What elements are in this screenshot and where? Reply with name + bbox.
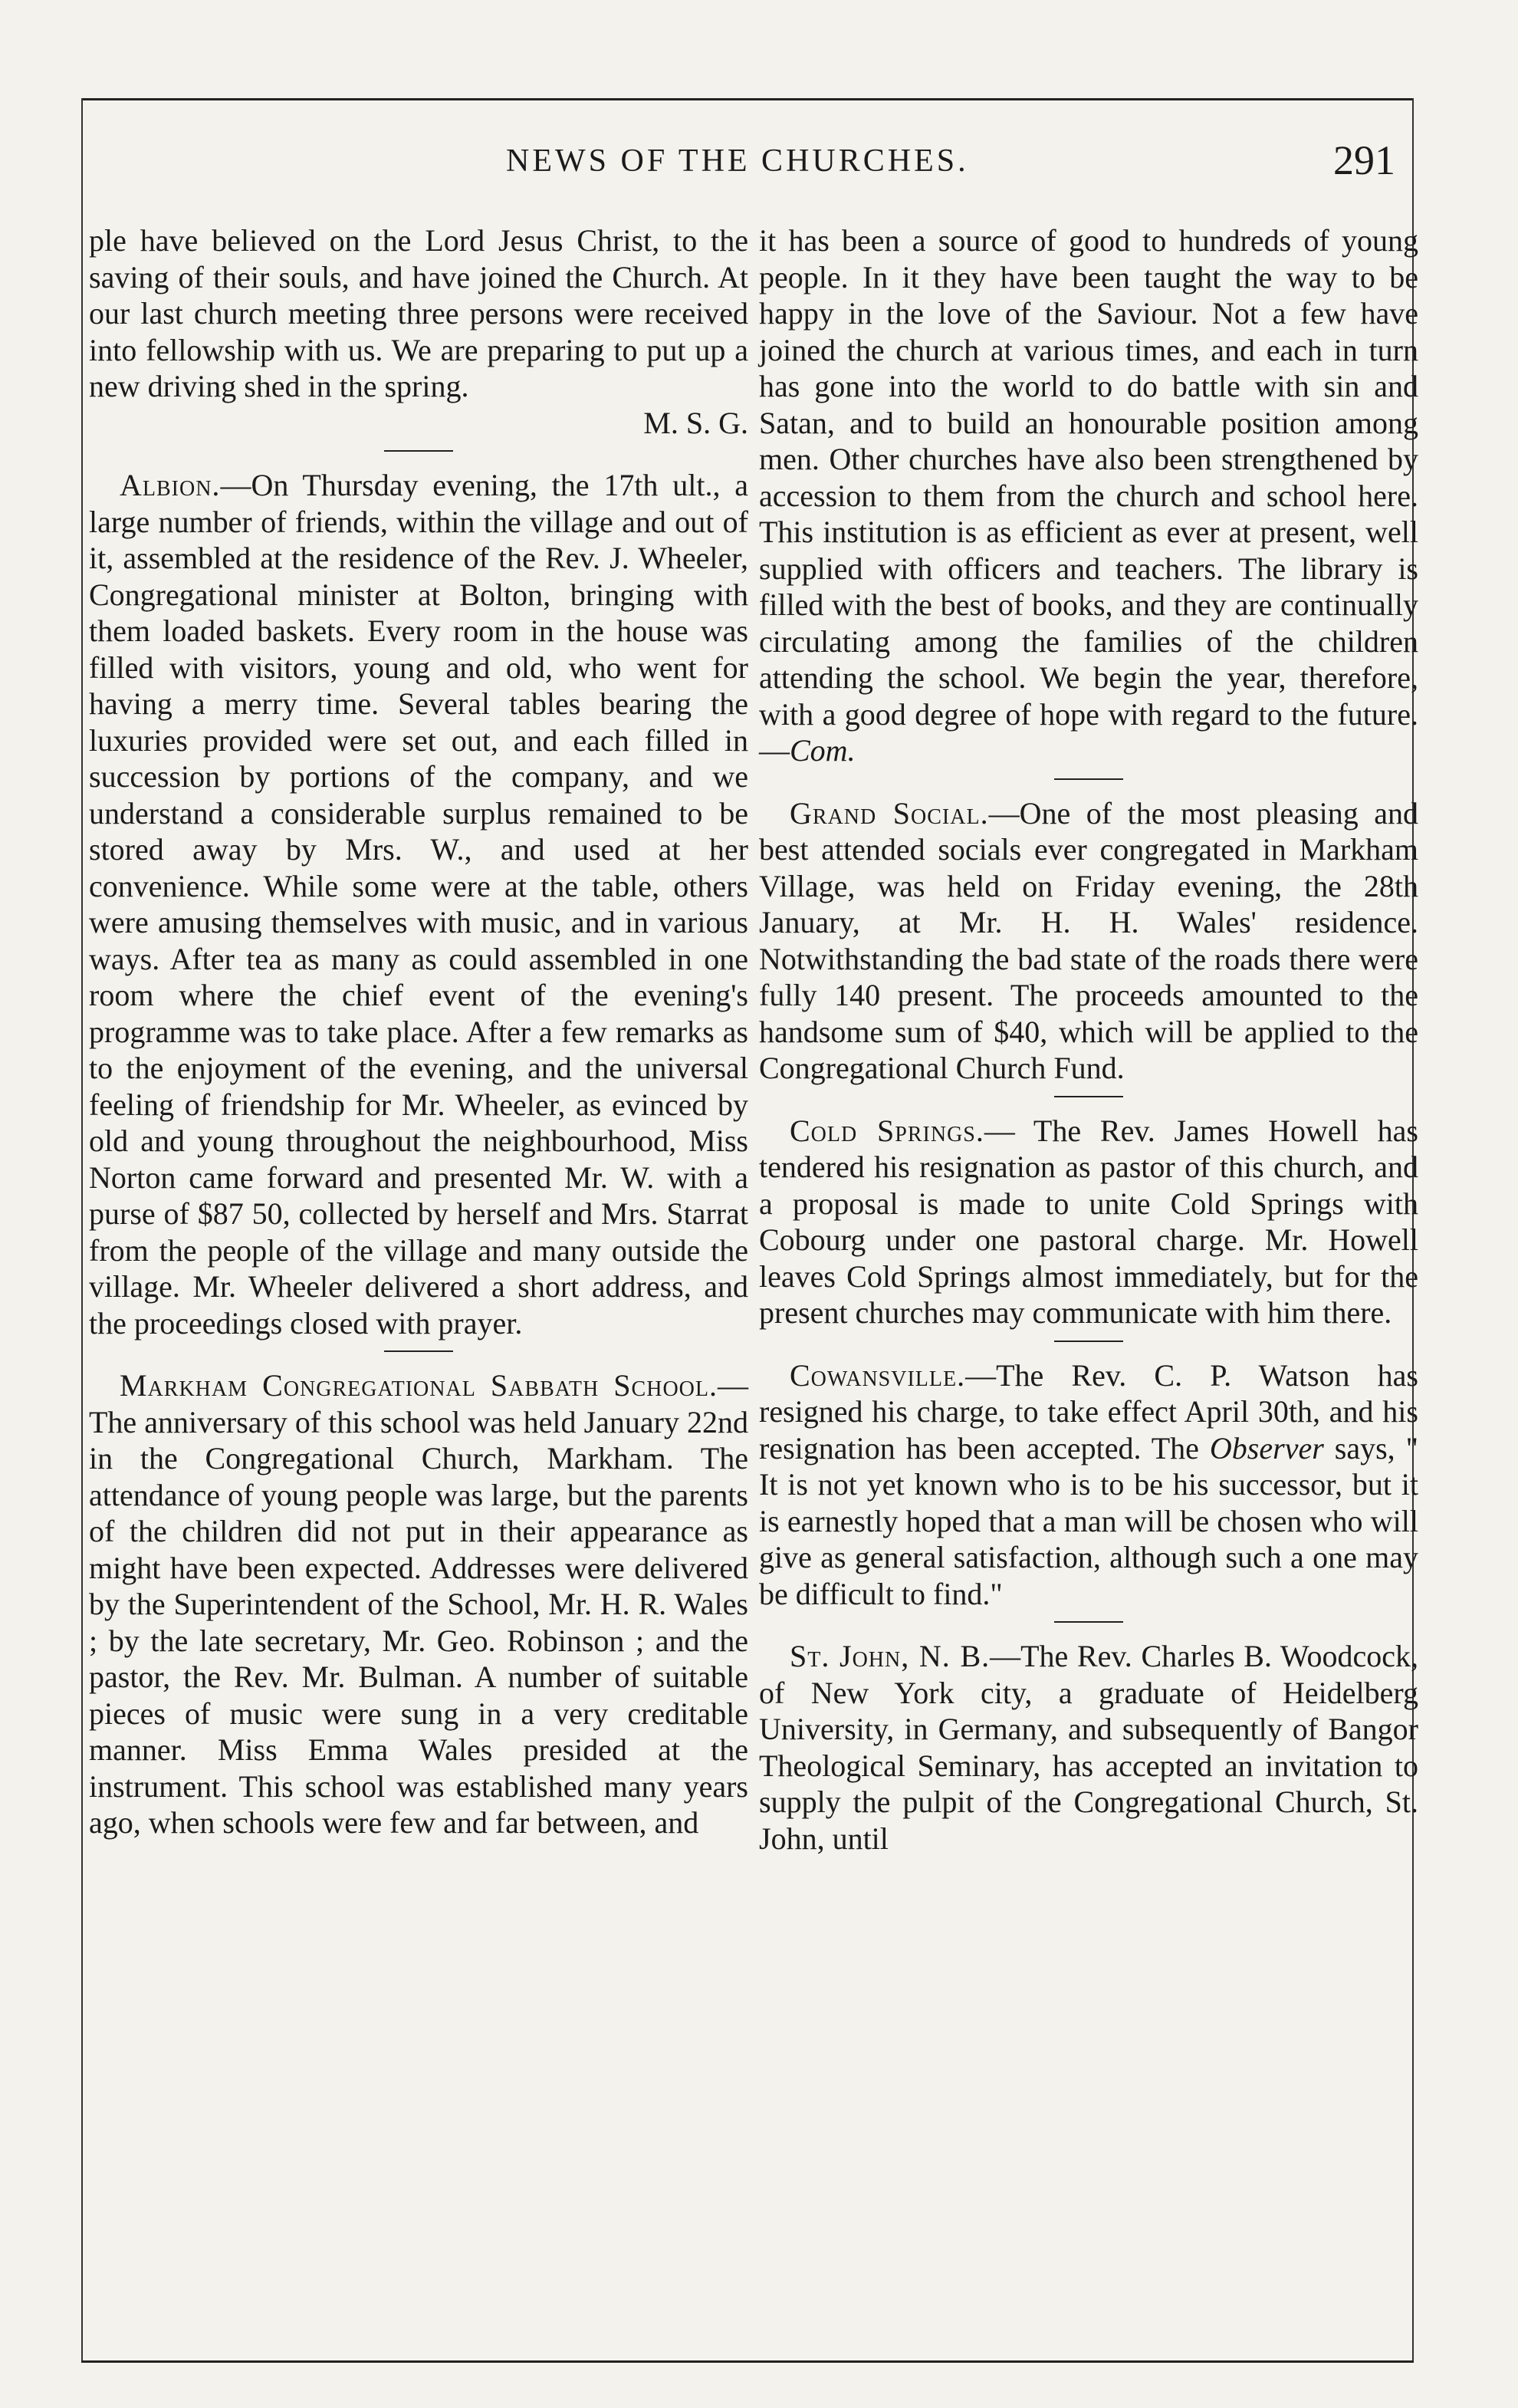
bottom-border-rule bbox=[81, 2360, 1414, 2363]
top-border-rule bbox=[81, 98, 1414, 100]
running-head: NEWS OF THE CHURCHES. bbox=[506, 143, 969, 179]
left-column bbox=[89, 222, 748, 1841]
article-heading: Albion. bbox=[120, 468, 221, 502]
article-body: it has been a source of good to hundreds of young people. In it they have been taught the way to be happy in the love of the Saviour. Not a few have joined the church at various times, and each in turn has gone into the world to do battle with sin and Satan, and to build an honourable position among men. Other churches have also been strengthened by accession to them from the church and school here. This institution is as efficient as ever at present, well supplied with officers and teachers. The library is filled with the best of books, and they are continually circulating among the families of the children attending the school. We begin the year, therefore, with a good degree of hope with regard to the future.— bbox=[759, 223, 1418, 768]
article-body: — The Rev. James Howell has tendered his resignation as pastor of this church, and a proposal is made to unite Cold Springs with Cobourg under one pastoral charge. Mr. Howell leaves Cold Springs almost immediately, but for the present churches may communicate with him there. bbox=[759, 1113, 1418, 1330]
right-column bbox=[759, 222, 1418, 1857]
article-grand-social bbox=[759, 795, 1418, 1087]
section-separator bbox=[1054, 1341, 1123, 1342]
article-body: —The Rev. Charles B. Woodcock, of New York city, a graduate of Heidelberg University, in Germany, and subsequently of Bangor Theological Seminary, has accepted an invitation to supply the pulpit of the Congregational Church, St. John, until bbox=[759, 1639, 1418, 1856]
article-cold-springs bbox=[759, 1113, 1418, 1331]
article-heading: Grand Social. bbox=[790, 795, 989, 831]
newspaper-title: Observer bbox=[1209, 1430, 1324, 1466]
article-heading: St. John, N. B. bbox=[790, 1639, 991, 1673]
article-markham-continuation bbox=[759, 222, 1418, 769]
article-markham-sabbath-school bbox=[89, 1367, 748, 1841]
article-body: says, " It is not yet known who is to be his successor, but it is earnestly hoped that a man will be chosen who will give as general satisfaction, although such a one may be difficult to find." bbox=[759, 1430, 1418, 1611]
article-heading: Cowansville. bbox=[790, 1357, 966, 1393]
section-separator bbox=[1054, 1096, 1123, 1097]
article-heading: Cold Springs. bbox=[790, 1113, 984, 1148]
page-number: 291 bbox=[1333, 137, 1395, 183]
section-separator bbox=[384, 1350, 453, 1352]
page-header bbox=[475, 137, 1411, 190]
article-body: —The Rev. C. P. Watson has resigned his charge, to take effect April 30th, and his resignation has been accepted. The bbox=[759, 1357, 1418, 1466]
article-st-john bbox=[759, 1638, 1418, 1857]
article-heading: Markham Congregational Sabbath School. bbox=[120, 1368, 718, 1403]
article-body: —The anniversary of this school was held January 22nd in the Congregational Church, Markham. The attendance of young people was large, but the parents of the children did not put in their appearance as might have been expected. Addresses were delivered by the Superintendent of the School, Mr. H. R. Wales ; by the late secretary, Mr. Geo. Robinson ; and the pastor, the Rev. Mr. Bulman. A number of suitable pieces of music were sung in a very creditable manner. Miss Emma Wales presided at the instrument. This school was established many years ago, when schools were few and far between, and bbox=[89, 1368, 748, 1840]
article-body: —One of the most pleasing and best attended socials ever congregated in Markham Village, was held on Friday evening, the 28th January, at Mr. H. H. Wales' residence. Notwithstanding the bad state of the roads there were fully 140 present. The proceeds amounted to the handsome sum of $40, which will be applied to the Congregational Church Fund. bbox=[759, 795, 1419, 1085]
section-separator bbox=[384, 450, 453, 452]
article-continuation: ple have believed on the Lord Jesus Christ, to the saving of their souls, and have joined the Church. At our last church meeting three persons were received into fellowship with us. We are preparing to put up a new driving shed in the spring. bbox=[89, 223, 748, 403]
section-separator bbox=[1054, 1621, 1123, 1623]
article-signature: Com. bbox=[790, 733, 856, 768]
left-border-rule bbox=[81, 98, 83, 2360]
article-signature: M. S. G. bbox=[643, 405, 748, 440]
article-albion bbox=[89, 467, 748, 1341]
article-cowansville bbox=[759, 1357, 1418, 1613]
article-body: —On Thursday evening, the 17th ult., a large number of friends, within the village and out of it, assembled at the residence of the Rev. J. Wheeler, Congregational minister at Bolton, bringing with them loaded baskets. Every room in the house was filled with visitors, young and old, who went for having a merry time. Several tables bearing the luxuries provided were set out, and each filled in succession by portions of the company, and we understand a considerable surplus remained to be stored away by Mrs. W., and used at her convenience. While some were at the table, others were amusing themselves with music, and in various ways. After tea as many as could assembled in one room where the chief event of the evening's programme was to take place. After a few remarks as to the enjoyment of the evening, and the universal feeling of friendship for Mr. Wheeler, as evinced by old and young throughout the neighbourhood, Miss Norton came forward and presented Mr. W. with a purse of $87 50, collected by herself and Mrs. Starrat from the people of the village and many outside the village. Mr. Wheeler delivered a short address, and the proceedings closed with prayer. bbox=[89, 468, 748, 1341]
section-separator bbox=[1054, 778, 1123, 780]
